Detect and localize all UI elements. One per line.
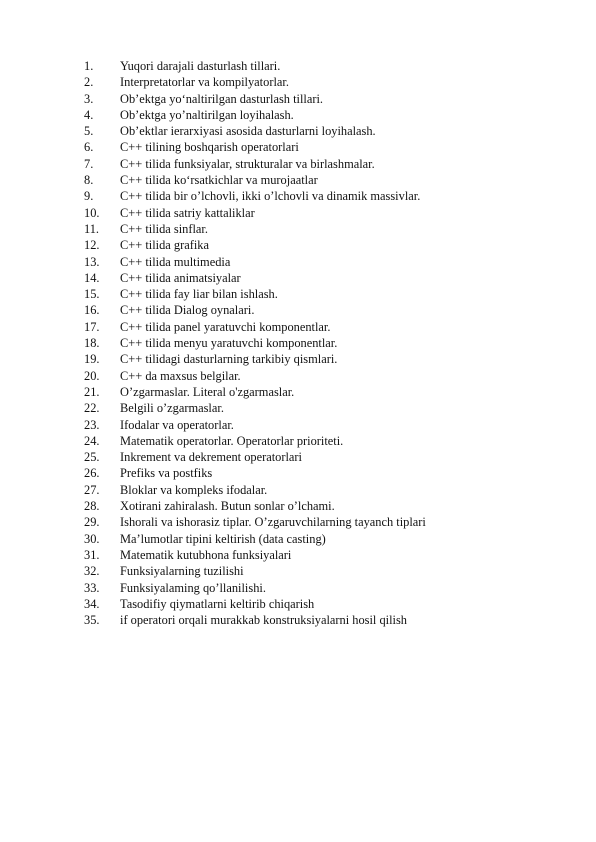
list-item-text: Inkrement va dekrement operatorlari xyxy=(120,450,302,465)
list-item-number: 16. xyxy=(84,303,100,318)
list-item-text: Ma’lumotlar tipini keltirish (data casting) xyxy=(120,531,326,546)
list-item-text: C++ tilida ko‘rsatkichlar va murojaatlar xyxy=(120,173,318,188)
list-item-text: Ifodalar va operatorlar. xyxy=(120,417,234,432)
list-item-number: 31. xyxy=(84,547,100,562)
list-item-number: 9. xyxy=(84,189,94,204)
list-item-number: 15. xyxy=(84,287,100,302)
list-item-number: 25. xyxy=(84,450,100,465)
list-item-text: Xotirani zahiralash. Butun sonlar o’lchami. xyxy=(120,499,335,514)
list-item-number: 35. xyxy=(84,613,100,628)
list-item-number: 2. xyxy=(84,75,94,90)
list-item-text: C++ tilida animatsiyalar xyxy=(120,270,241,285)
list-item-text: C++ da maxsus belgilar. xyxy=(120,368,241,383)
list-item-text: C++ tilida Dialog oynalari. xyxy=(120,303,255,318)
list-item-text: C++ tilining boshqarish operatorlari xyxy=(120,140,299,155)
list-item-number: 28. xyxy=(84,499,100,514)
list-item-text: Funksiyalarning tuzilishi xyxy=(120,564,244,579)
list-item-number: 29. xyxy=(84,515,100,530)
list-item-text: Matematik kutubhona funksiyalari xyxy=(120,547,292,562)
list-item-number: 20. xyxy=(84,368,100,383)
list-item-number: 17. xyxy=(84,319,100,334)
list-item-number: 19. xyxy=(84,352,100,367)
list-item-number: 1. xyxy=(84,59,94,73)
list-item-number: 26. xyxy=(84,466,100,481)
list-item-number: 14. xyxy=(84,270,100,285)
list-item-text: C++ tilida bir o’lchovli, ikki o’lchovli va dinamik massivlar. xyxy=(120,189,421,204)
list-item-number: 13. xyxy=(84,254,100,269)
list-item-number: 10. xyxy=(84,205,100,220)
list-item-number: 6. xyxy=(84,140,94,155)
list-item-number: 3. xyxy=(84,91,94,106)
list-item-text: C++ tilida multimedia xyxy=(120,254,231,269)
list-item-text: Belgili o’zgarmaslar. xyxy=(120,401,224,416)
list-item-text: C++ tilida grafika xyxy=(120,238,209,253)
list-item-text: C++ tilida sinflar. xyxy=(120,221,208,236)
list-item-number: 30. xyxy=(84,531,100,546)
list-item-number: 7. xyxy=(84,156,94,171)
list-item-number: 34. xyxy=(84,596,100,611)
list-item-text: Tasodifiy qiymatlarni keltirib chiqarish xyxy=(120,596,315,611)
list-item-number: 12. xyxy=(84,238,100,253)
list-item-text: C++ tilida menyu yaratuvchi komponentlar. xyxy=(120,336,338,351)
list-item-number: 33. xyxy=(84,580,100,595)
list-item-number: 11. xyxy=(84,221,100,236)
list-item-number: 21. xyxy=(84,384,100,399)
list-item-text: Bloklar va kompleks ifodalar. xyxy=(120,482,268,497)
list-item-number: 5. xyxy=(84,124,94,139)
list-item-text: Ob’ektga yo’naltirilgan loyihalash. xyxy=(120,107,294,122)
list-item-text: C++ tilida funksiyalar, strukturalar va birlashmalar. xyxy=(120,156,375,171)
list-item-text: C++ tilida panel yaratuvchi komponentlar. xyxy=(120,319,331,334)
list-item-text: Funksiyalaming qo’llanilishi. xyxy=(120,580,266,595)
list-item-number: 22. xyxy=(84,401,100,416)
list-item-number: 32. xyxy=(84,564,100,579)
list-item-text: C++ tilida fay liar bilan ishlash. xyxy=(120,287,278,302)
list-item-number: 23. xyxy=(84,417,100,432)
list-item-text: if operatori orqali murakkab konstruksiyalarni hosil qilish xyxy=(120,613,407,628)
list-item-text: Matematik operatorlar. Operatorlar prioriteti. xyxy=(120,433,344,448)
list-item-number: 8. xyxy=(84,173,94,188)
list-item-text: O’zgarmaslar. Literal o'zgarmaslar. xyxy=(120,384,295,399)
list-item-number: 24. xyxy=(84,433,100,448)
list-item-number: 4. xyxy=(84,107,94,122)
list-item-text: Ishorali va ishorasiz tiplar. O’zgaruvchilarning tayanch tiplari xyxy=(120,515,426,530)
list-item-number: 27. xyxy=(84,482,100,497)
list-item-text: Ob’ektga yo‘naltirilgan dasturlash tillari. xyxy=(120,91,324,106)
list-item-number: 18. xyxy=(84,336,100,351)
list-item-text: Ob’ektlar ierarxiyasi asosida dasturlarni loyihalash. xyxy=(120,124,376,139)
list-item-text: C++ tilida satriy kattaliklar xyxy=(120,205,255,220)
list-item-text: Prefiks va postfiks xyxy=(120,466,213,481)
list-item-text: Interpretatorlar va kompilyatorlar. xyxy=(120,75,289,90)
list-item-text: Yuqori darajali dasturlash tillari. xyxy=(120,59,281,73)
list-item-text: C++ tilidagi dasturlarning tarkibiy qismlari. xyxy=(120,352,338,367)
